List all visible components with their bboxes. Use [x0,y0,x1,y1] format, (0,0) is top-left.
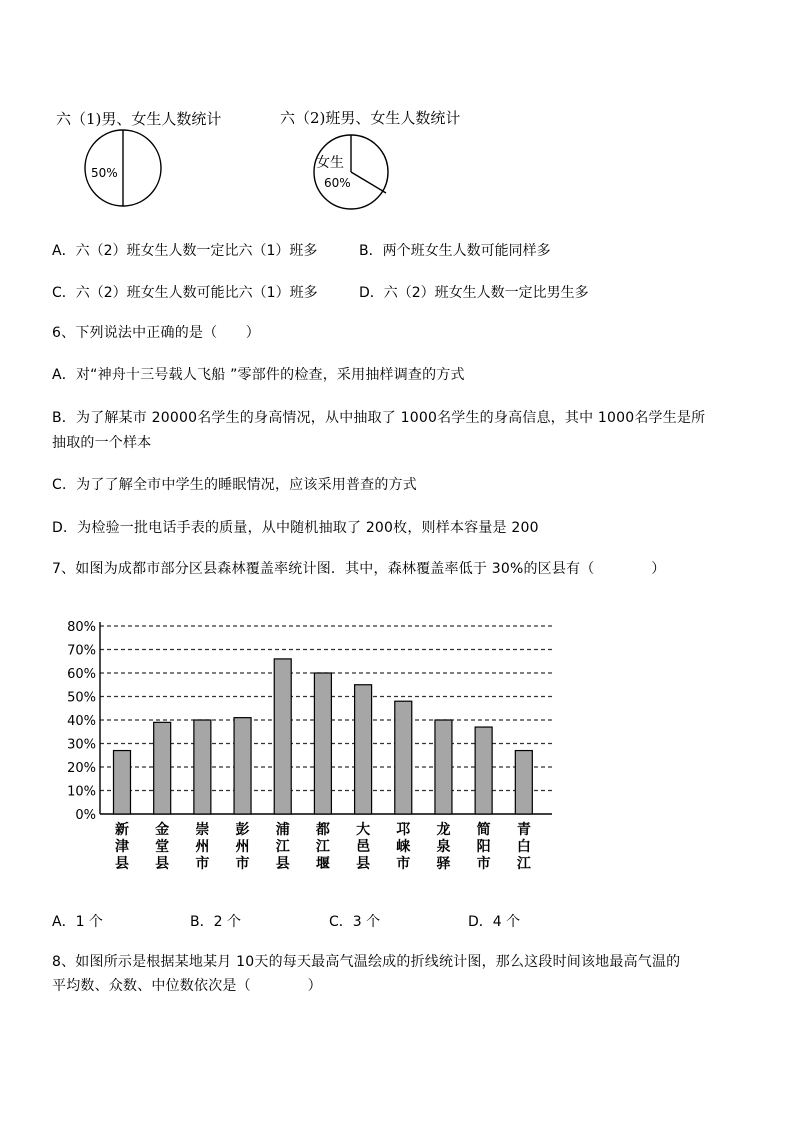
q7-option-a: A．1 个 [52,914,103,930]
q6-option-c: C．为了了解全市中学生的睡眠情况，应该采用普查的方式 [52,477,417,493]
q8-line2: 平均数、众数、中位数依次是（ ） [52,978,322,994]
bar [435,720,452,814]
x-tick-label: 金堂县 [155,822,170,872]
y-tick-label: 20% [67,761,96,776]
q7-option-b: B．2 个 [190,914,241,930]
y-tick-label: 80% [67,620,96,635]
y-tick-label: 30% [67,737,96,753]
q6-option-b-line1: B．为了解某市 20000名学生的身高情况，从中抽取了 1000名学生的身高信息，其中 1000名学生是所 [52,410,706,426]
bar [194,720,211,814]
q5-option-a: A．六（2）班女生人数一定比六（1）班多 [52,243,318,259]
x-tick-label: 龙泉驿 [436,822,451,872]
bar [154,722,171,814]
y-tick-label: 60% [67,667,96,682]
bar [314,673,331,814]
y-tick-label: 0% [75,808,96,823]
bar [274,659,291,814]
bar [475,727,492,814]
bar [114,751,131,814]
q5-option-d: D．六（2）班女生人数一定比男生多 [359,285,589,301]
x-tick-label: 都江堰 [315,822,330,872]
x-tick-label: 大邑县 [356,822,371,872]
forest-coverage-bar-chart [60,612,560,880]
x-tick-label: 简阳市 [476,822,491,872]
pie-chart-1 [80,128,170,212]
y-tick-label: 40% [67,714,96,729]
x-tick-label: 青白江 [516,822,531,872]
pie-1-title: 六（1)男、女生人数统计 [56,110,222,128]
pie-2-label: 60% [324,176,351,190]
x-tick-label: 新津县 [115,822,129,872]
bar [234,718,251,814]
q7-option-d: D．4 个 [468,914,521,930]
q5-option-b: B．两个班女生人数可能同样多 [359,243,551,259]
bar [515,751,532,814]
pie-2-title: 六（2)班男、女生人数统计 [280,109,461,127]
x-tick-label: 邛崃市 [396,822,411,872]
pie-chart-2 [306,130,396,216]
x-tick-label: 崇州市 [195,822,210,872]
q6-option-a: A．对“神舟十三号载人飞船 ”零部件的检查，采用抽样调查的方式 [52,367,465,383]
q6-stem: 6、下列说法中正确的是（ ） [52,325,260,341]
y-tick-label: 70% [67,643,96,659]
bar [355,685,372,814]
pie-1-label: 50% [91,166,118,180]
y-tick-label: 50% [67,690,96,706]
bar [395,701,412,814]
q7-stem: 7、如图为成都市部分区县森林覆盖率统计图．其中，森林覆盖率低于 30%的区县有（ ） [52,561,666,577]
q6-option-b-line2: 抽取的一个样本 [52,435,152,451]
pie-2-inner-label: 女生 [316,155,344,171]
q7-option-c: C．3 个 [329,914,381,930]
q8-line1: 8、如图所示是根据某地某月 10天的每天最高气温绘成的折线统计图，那么这段时间该地最高气温的 [52,954,681,970]
y-tick-label: 10% [67,784,96,800]
x-tick-label: 彭州市 [235,822,250,872]
pie-2-divider-b [351,172,386,193]
x-tick-label: 浦江县 [275,822,290,872]
q6-option-d: D．为检验一批电话手表的质量，从中随机抽取了 200枚，则样本容量是 200 [52,520,539,536]
q5-option-c: C．六（2）班女生人数可能比六（1）班多 [52,285,318,301]
